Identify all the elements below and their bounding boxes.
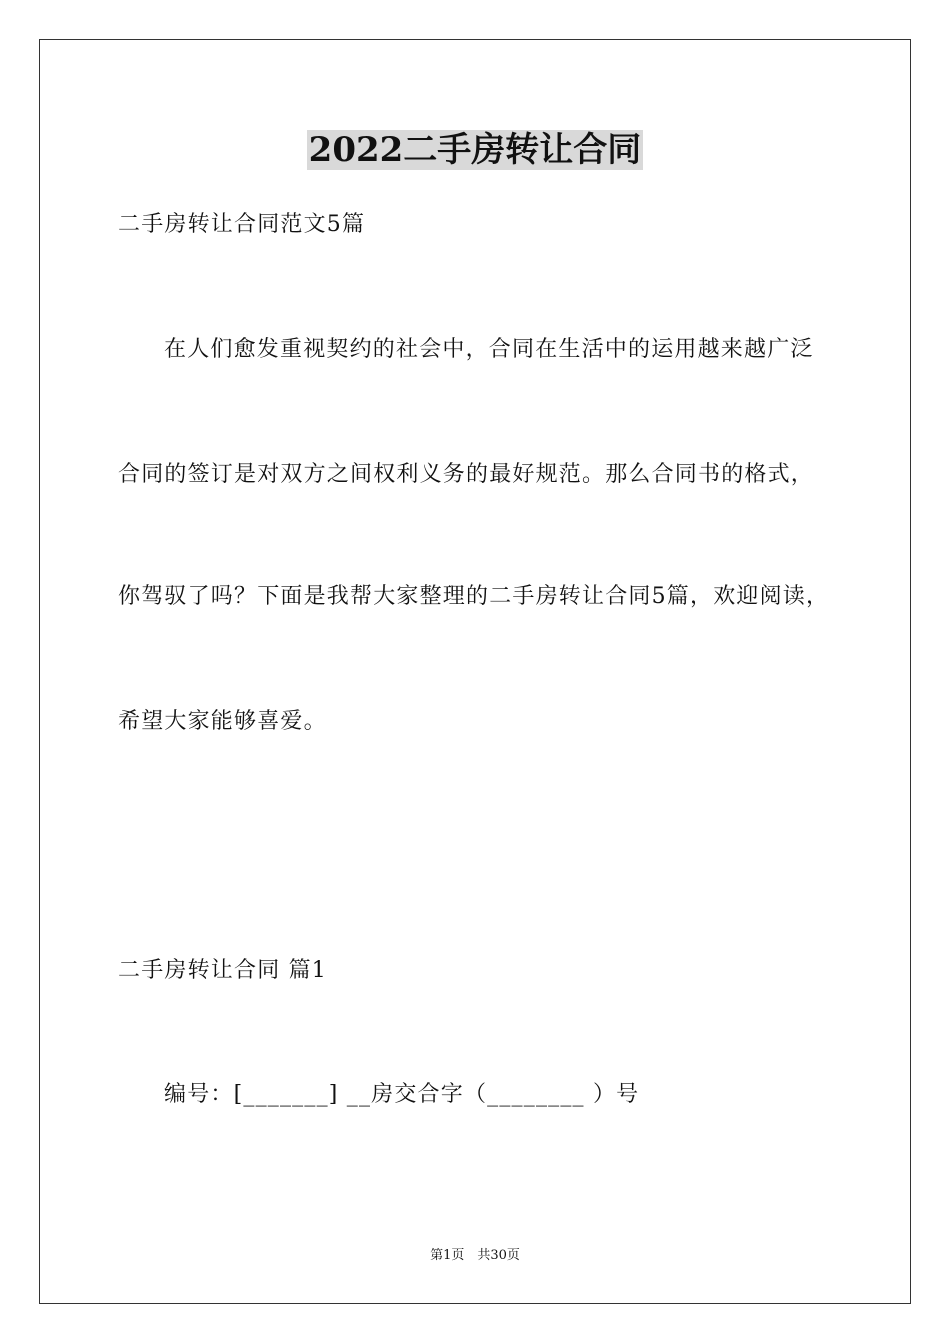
intro-line-2: 合同的签订是对双方之间权利义务的最好规范。那么合同书的格式， [118, 462, 815, 487]
document-title-text: 2022二手房转让合同 [308, 130, 642, 170]
document-subtitle: 二手房转让合同范文5篇 [118, 212, 366, 237]
section-heading: 二手房转让合同 篇1 [118, 958, 327, 983]
contract-number-line: 编号：[_______] __房交合字（________ ）号 [164, 1082, 640, 1107]
document-title [0, 128, 950, 172]
intro-line-1: 在人们愈发重视契约的社会中，合同在生活中的运用越来越广泛 [164, 337, 814, 362]
page-footer: 第1页 共30页 [430, 1248, 520, 1263]
intro-line-3: 你驾驭了吗？下面是我帮大家整理的二手房转让合同5篇，欢迎阅读， [118, 584, 830, 609]
intro-line-4: 希望大家能够喜爱。 [118, 709, 327, 734]
